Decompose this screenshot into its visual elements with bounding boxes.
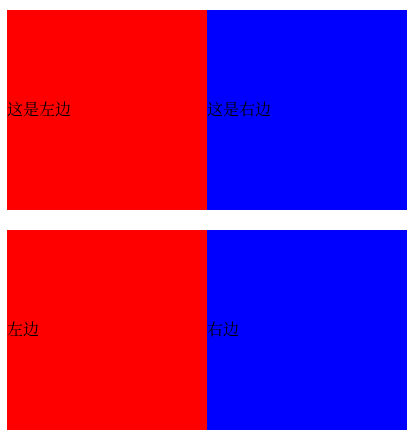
right-panel-2 [207,230,407,430]
left-panel-1 [7,10,207,210]
right-panel-1 [207,10,407,210]
split-row-2 [7,230,407,430]
left-panel-1-label: 这是左边 [7,100,72,119]
left-panel-2 [7,230,207,430]
right-panel-1-label: 这是右边 [207,100,272,119]
right-panel-2-label: 右边 [207,320,240,339]
split-row-1 [7,10,407,210]
left-panel-2-label: 左边 [7,320,40,339]
